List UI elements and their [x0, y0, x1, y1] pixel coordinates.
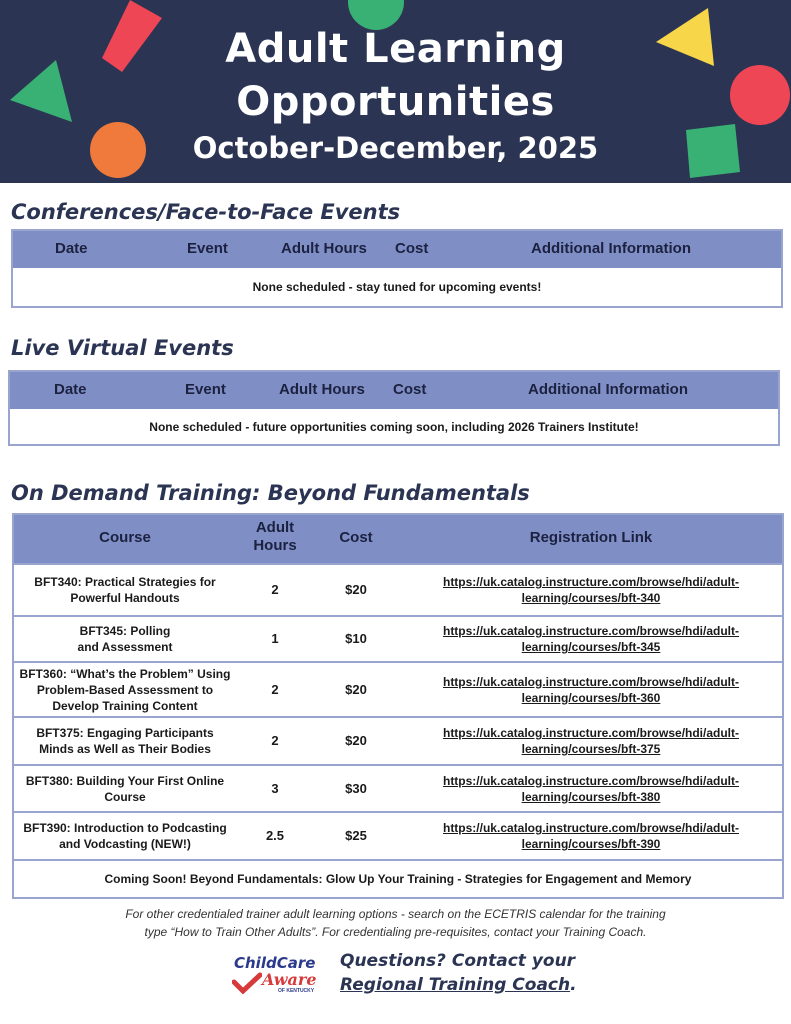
course-name: BFT380: Building Your First Online Course [25, 773, 225, 804]
course-name: BFT375: Engaging Participants Minds as Well as Their Bodies [36, 726, 214, 756]
checkmark-icon [232, 972, 262, 994]
col-registration-link: Registration Link [529, 529, 653, 546]
col-event: Event [187, 240, 228, 257]
footer-note-line2: type “How to Train Other Adults”. For credentialing pre-requisites, contact your Training Coach. [144, 925, 647, 939]
registration-link[interactable] [398, 617, 784, 661]
conferences-table-header [13, 231, 781, 268]
registration-link[interactable] [398, 718, 784, 764]
course-cost: $20 [345, 681, 367, 697]
course-hours: 2.5 [265, 828, 285, 843]
col-hours-line2: Hours [253, 537, 297, 554]
col-cost: Cost [395, 240, 429, 257]
course-cost: $30 [345, 780, 367, 796]
course-hours: 2 [271, 733, 279, 748]
course-hours: 1 [271, 631, 279, 646]
course-table [12, 513, 784, 899]
registration-link-text[interactable]: https://uk.catalog.instructure.com/browse/hdi/adult-learning/courses/bft-345 [442, 624, 740, 654]
childcare-aware-logo [232, 950, 324, 998]
registration-link-text[interactable]: https://uk.catalog.instructure.com/browse/hdi/adult-learning/courses/bft-340 [442, 575, 740, 605]
footer-note-line1: For other credentialed trainer adult learning options - search on the ECETRIS calendar for the training [125, 907, 666, 921]
col-additional-info: Additional Information [528, 381, 688, 398]
col-adult-hours: Adult Hours [281, 240, 367, 257]
course-cost: $10 [345, 631, 367, 646]
footer-note [0, 905, 791, 941]
registration-link-text[interactable]: https://uk.catalog.instructure.com/browse/hdi/adult-learning/courses/bft-360 [442, 674, 740, 705]
table-row [14, 661, 782, 716]
conferences-table [11, 229, 783, 308]
logo-word-kentucky: OF KENTUCKY [278, 988, 315, 994]
table-row [14, 811, 782, 859]
table-row [14, 716, 782, 764]
course-name: BFT390: Introduction to Podcasting and Vodcasting (NEW!) [23, 821, 227, 851]
questions-period: . [570, 975, 577, 995]
course-name: BFT360: “What’s the Problem” Using Problem-Based Assessment to Develop Training Content [19, 666, 231, 713]
course-hours: 3 [271, 780, 279, 796]
registration-link-text[interactable]: https://uk.catalog.instructure.com/browse/hdi/adult-learning/courses/bft-380 [442, 773, 740, 804]
header-banner [0, 0, 791, 183]
registration-link-text[interactable]: https://uk.catalog.instructure.com/browse/hdi/adult-learning/courses/bft-375 [442, 726, 740, 756]
virtual-table-header [10, 372, 778, 409]
table-row [14, 615, 782, 661]
table-row [14, 764, 782, 811]
conferences-heading: Conferences/Face-to-Face Events [11, 200, 401, 224]
page-title-line2: Opportunities [236, 79, 555, 125]
col-date: Date [54, 381, 87, 398]
logo-word-childcare: ChildCare [234, 954, 316, 972]
course-name: BFT340: Practical Strategies for Powerful Handouts [34, 575, 216, 605]
course-name: BFT345: Polling and Assessment [77, 624, 173, 654]
questions-contact [340, 975, 577, 995]
page-subtitle: October-December, 2025 [192, 131, 599, 165]
col-additional-info: Additional Information [531, 240, 691, 257]
course-hours: 2 [271, 582, 279, 597]
col-date: Date [55, 240, 88, 257]
on-demand-heading: On Demand Training: Beyond Fundamentals [11, 481, 530, 505]
col-adult-hours: Adult Hours [279, 381, 365, 398]
registration-link[interactable] [398, 766, 784, 811]
col-cost: Cost [339, 529, 373, 546]
virtual-empty-message: None scheduled - future opportunities coming soon, including 2026 Trainers Institute! [149, 419, 639, 434]
registration-link[interactable] [398, 565, 784, 615]
questions-text: Questions? Contact your [340, 951, 576, 971]
col-hours-line1: Adult [255, 519, 295, 536]
col-course: Course [99, 529, 151, 546]
course-cost: $25 [345, 828, 367, 843]
registration-link[interactable] [398, 663, 784, 716]
registration-link[interactable] [398, 813, 784, 859]
regional-coach-link[interactable]: Regional Training Coach [340, 975, 571, 995]
course-cost: $20 [345, 733, 367, 748]
registration-link-text[interactable]: https://uk.catalog.instructure.com/browse/hdi/adult-learning/courses/bft-390 [442, 821, 740, 851]
virtual-table [8, 370, 780, 446]
coming-soon-message: Coming Soon! Beyond Fundamentals: Glow Up Your Training - Strategies for Engagement and Memory [14, 859, 782, 897]
page-title-line1: Adult Learning [225, 26, 566, 72]
virtual-heading: Live Virtual Events [11, 336, 234, 360]
conferences-empty-message: None scheduled - stay tuned for upcoming events! [252, 280, 542, 294]
logo-word-aware: Aware [262, 970, 317, 989]
course-hours: 2 [271, 681, 279, 697]
course-cost: $20 [345, 582, 367, 597]
col-event: Event [185, 381, 226, 398]
course-table-header [14, 515, 782, 563]
col-cost: Cost [393, 381, 427, 398]
table-row [14, 563, 782, 615]
